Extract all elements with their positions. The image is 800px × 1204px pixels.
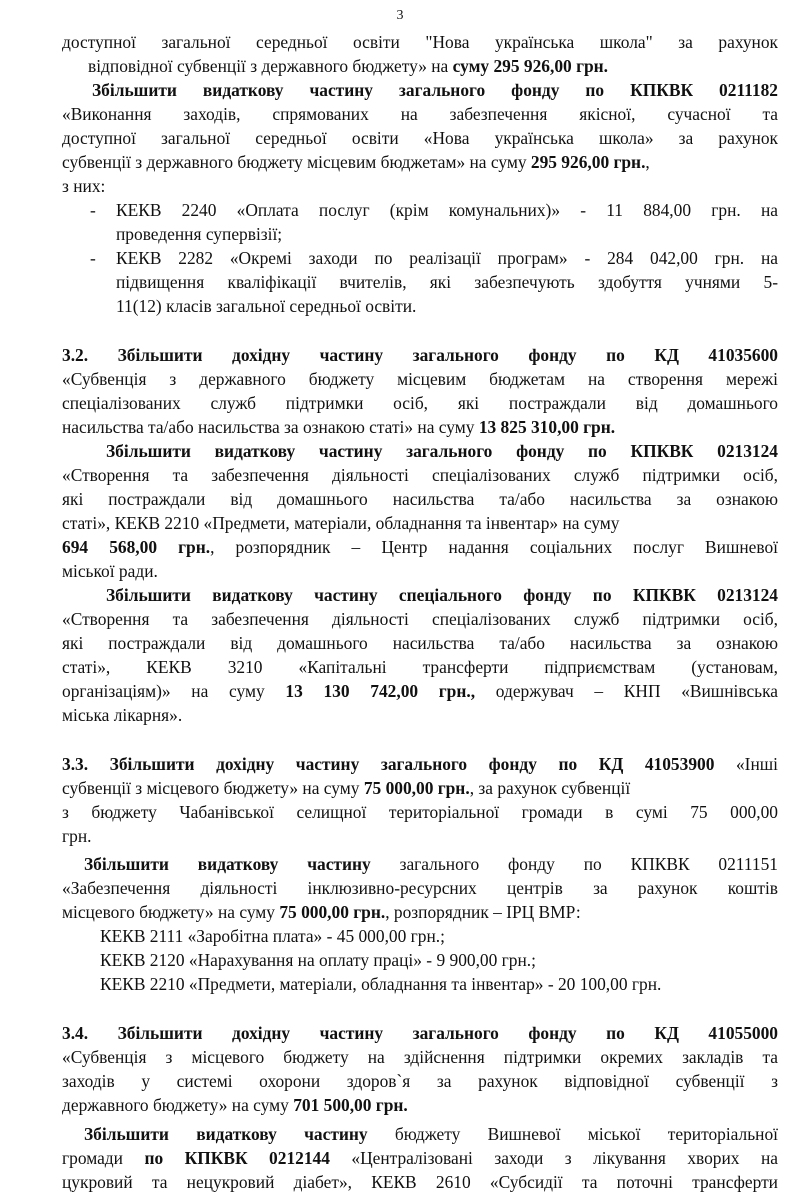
text-line: цукровий та нецукровий діабет», КЕКВ 2610 «Субсидії та поточні трансферти — [62, 1172, 778, 1192]
list-dash: - — [90, 200, 96, 220]
text-line: «Виконання заходів, спрямованих на забезпечення якісної, сучасної та — [62, 104, 778, 124]
text-line: грн. — [62, 826, 92, 846]
text-line: «Створення та забезпечення діяльності спеціалізованих служб підтримки осіб, — [62, 609, 778, 629]
text-line: які постраждали від домашнього насильства та/або насильства за ознакою — [62, 489, 778, 509]
section-heading: 3.4. Збільшити дохідну частину загального фонду по КД 41055000 — [62, 1023, 778, 1043]
text-line: державного бюджету» на суму 701 500,00 грн. — [62, 1095, 408, 1115]
text-line: «Забезпечення діяльності інклюзивно-ресурсних центрів за рахунок коштів — [62, 878, 778, 898]
list-item-cont — [62, 222, 778, 246]
text-line: заходів у системі охорони здоров`я за рахунок відповідної субвенції з — [62, 1071, 778, 1091]
text-line: організаціям)» на суму 13 130 742,00 грн., одержувач – КНП «Вишнівська — [62, 681, 778, 701]
kekv-line: КЕКВ 2120 «Нарахування на оплату праці» - 9 900,00 грн.; — [100, 950, 536, 970]
text-line: з них: — [62, 176, 106, 196]
section-heading: 3.2. Збільшити дохідну частину загального фонду по КД 41035600 — [62, 345, 778, 365]
text-line: «Субвенція з місцевого бюджету на здійснення підтримки окремих закладів та — [62, 1047, 778, 1067]
text-line: місцевого бюджету» на суму 75 000,00 грн., розпорядник – ІРЦ ВМР: — [62, 902, 581, 922]
text-line: субвенції з місцевого бюджету» на суму 75 000,00 грн., за рахунок субвенції — [62, 778, 631, 798]
text-line: «Субвенція з державного бюджету місцевим бюджетам на створення мережі — [62, 369, 778, 389]
list-item — [62, 246, 778, 270]
text-line: субвенції з державного бюджету місцевим бюджетам» на суму 295 926,00 грн., — [62, 152, 650, 172]
kekv-line: КЕКВ 2111 «Заробітна плата» - 45 000,00 грн.; — [100, 926, 445, 946]
text-line: з бюджету Чабанівської селищної територіальної громади в сумі 75 000,00 — [62, 802, 778, 822]
text-line: спеціалізованих служб підтримки осіб, які постраждали від домашнього — [62, 393, 778, 413]
text-line: насильства та/або насильства за ознакою статі» на суму 13 825 310,00 грн. — [62, 417, 616, 437]
text-line: «Створення та забезпечення діяльності спеціалізованих служб підтримки осіб, — [62, 465, 778, 485]
list-item-cont — [62, 270, 778, 294]
text-line: статі», КЕКВ 2210 «Предмети, матеріали, обладнання та інвентар» на суму — [62, 513, 620, 533]
text-line: які постраждали від домашнього насильства та/або насильства за ознакою — [62, 633, 778, 653]
section-heading: Збільшити видаткову частину загального фонду по КПКВК 0211182 — [92, 80, 778, 100]
text-line: міська лікарня». — [62, 705, 183, 725]
list-item-cont — [62, 294, 778, 318]
section-heading: Збільшити видаткову частину загального фонду по КПКВК 0213124 — [106, 441, 778, 461]
list-item-text: підвищення кваліфікації вчителів, які забезпечують здобуття учнями 5- — [116, 272, 778, 292]
section-heading: Збільшити видаткову частину бюджету Вишневої міської територіальної — [84, 1124, 778, 1144]
list-item-text: 11(12) класів загальної середньої освіти. — [116, 296, 417, 316]
text-line: відповідної субвенції з державного бюджету» на суму 295 926,00 грн. — [88, 56, 609, 76]
text-line: доступної загальної середньої освіти "Нова українська школа" за рахунок — [62, 32, 778, 52]
list-item-text: КЕКВ 2240 «Оплата послуг (крім комунальних)» - 11 884,00 грн. на — [116, 200, 778, 220]
kekv-line: КЕКВ 2210 «Предмети, матеріали, обладнання та інвентар» - 20 100,00 грн. — [100, 974, 662, 994]
section-heading: Збільшити видаткову частину спеціального фонду по КПКВК 0213124 — [106, 585, 778, 605]
page-number: 3 — [396, 8, 404, 23]
text-line: міської ради. — [62, 561, 158, 581]
section-heading: 3.3. Збільшити дохідну частину загального фонду по КД 41053900 «Інші — [62, 754, 778, 774]
list-dash: - — [90, 248, 96, 268]
list-item — [62, 198, 778, 222]
text-line: 694 568,00 грн., розпорядник – Центр надання соціальних послуг Вишневої — [62, 537, 778, 557]
text-line: громади по КПКВК 0212144 «Централізовані заходи з лікування хворих на — [62, 1148, 778, 1168]
text-line: доступної загальної середньої освіти «Нова українська школа» за рахунок — [62, 128, 778, 148]
text-line: статі», КЕКВ 3210 «Капітальні трансферти підприємствам (установам, — [62, 657, 778, 677]
list-item-text: проведення супервізії; — [116, 224, 283, 244]
list-item-text: КЕКВ 2282 «Окремі заходи по реалізації програм» - 284 042,00 грн. на — [116, 248, 778, 268]
section-heading: Збільшити видаткову частину загального фонду по КПКВК 0211151 — [84, 854, 778, 874]
